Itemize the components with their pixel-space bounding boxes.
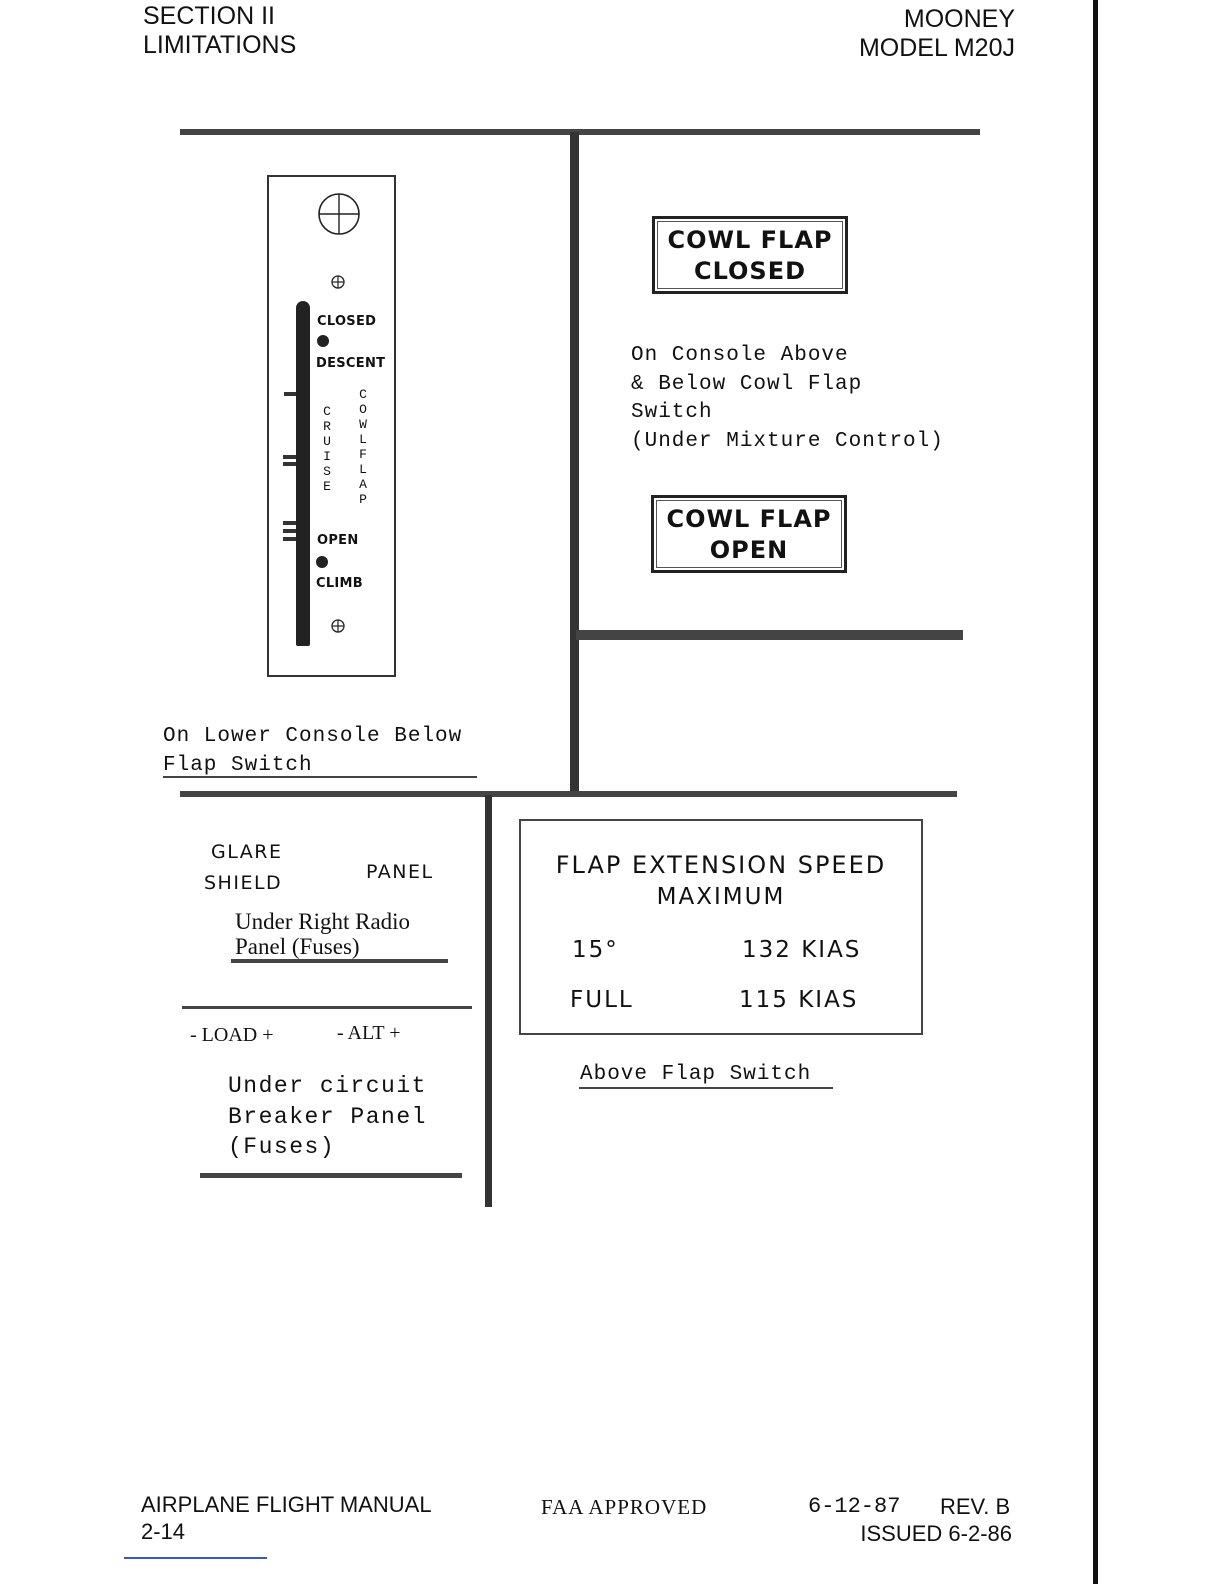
- revision-date: 6-12-87: [808, 1494, 901, 1519]
- cowl-flap-lever-slot[interactable]: [296, 301, 310, 646]
- center-divider-upper: [570, 132, 579, 794]
- open-label: OPEN: [317, 533, 359, 548]
- circuit-breaker-caption: Under circuit Breaker Panel (Fuses): [228, 1073, 427, 1160]
- cowl-flap-vertical-label: COWL FLAP: [359, 387, 367, 507]
- issue-date: ISSUED 6-2-86: [860, 1521, 1012, 1546]
- flap-placard-caption: Above Flap Switch: [580, 1063, 812, 1086]
- caption-line: Under Right Radio: [235, 909, 411, 934]
- detent-mark: [283, 455, 296, 459]
- open-indicator-dot: [316, 556, 328, 568]
- aircraft-heading: [859, 5, 1015, 63]
- cowl-flap-open-placard: [651, 495, 847, 573]
- placard-location-note: On Console Above & Below Cowl Flap Switch (Under Mixture Control): [631, 344, 944, 453]
- flap-speed-title: FLAP EXTENSION SPEED: [555, 851, 887, 879]
- glare-shield-caption: [235, 909, 410, 959]
- screw-icon: [330, 274, 346, 290]
- shield-label: SHIELD: [204, 872, 283, 894]
- detent-mark: [284, 392, 296, 396]
- crosshair-screw-icon: [316, 191, 362, 237]
- page-number: 2-14: [141, 1519, 186, 1544]
- section-title: LIMITATIONS: [143, 31, 297, 59]
- section-number: SECTION II: [143, 2, 275, 30]
- switch-panel-caption: On Lower Console Below Flap Switch: [163, 725, 463, 777]
- revision-label: REV. B: [940, 1494, 1011, 1519]
- screw-icon: [330, 618, 346, 634]
- descent-label: DESCENT: [316, 356, 386, 371]
- closed-indicator-dot: [317, 335, 329, 347]
- placard-line: OPEN: [709, 536, 789, 564]
- flap-setting-15: 15°: [572, 937, 619, 963]
- manual-title: AIRPLANE FLIGHT MANUAL: [141, 1492, 432, 1517]
- placard-line: COWL FLAP: [667, 226, 833, 254]
- flap-extension-speed-placard: [519, 819, 923, 1035]
- detent-mark: [283, 521, 296, 525]
- glare-label: GLARE: [211, 841, 283, 863]
- detent-mark: [283, 462, 296, 466]
- placard-line: COWL FLAP: [666, 505, 832, 533]
- panel-label: PANEL: [366, 861, 434, 883]
- detent-mark: [283, 529, 296, 533]
- page-edge-line: [1093, 0, 1098, 1584]
- cowl-flap-closed-placard: [652, 216, 848, 294]
- section-divider: [182, 1006, 472, 1009]
- manufacturer-name: MOONEY: [903, 5, 1015, 33]
- flap-speed-subtitle: MAXIMUM: [656, 884, 786, 910]
- caption-underline: [231, 959, 448, 963]
- footer-rule: [124, 1557, 267, 1559]
- middle-divider: [180, 791, 957, 797]
- flap-speed-15: 132 KIAS: [742, 937, 862, 963]
- alt-fuse-label: - ALT +: [337, 1022, 401, 1044]
- right-mid-divider: [576, 630, 963, 640]
- center-divider-lower: [485, 795, 492, 1207]
- caption-underline: [200, 1173, 462, 1178]
- climb-label: CLIMB: [316, 576, 364, 591]
- model-name: MODEL M20J: [858, 34, 1015, 62]
- caption-underline: [163, 776, 477, 778]
- closed-label: CLOSED: [317, 314, 377, 329]
- top-divider: [180, 129, 980, 135]
- flap-speed-full: 115 KIAS: [739, 987, 859, 1013]
- faa-approved: FAA APPROVED: [541, 1495, 708, 1519]
- load-fuse-label: - LOAD +: [190, 1024, 274, 1046]
- section-heading: [143, 2, 296, 60]
- detent-mark: [283, 537, 296, 541]
- caption-line: Panel (Fuses): [235, 934, 360, 959]
- flap-setting-full: FULL: [570, 987, 634, 1013]
- placard-line: CLOSED: [693, 257, 807, 285]
- cruise-vertical-label: CRUISE: [323, 404, 331, 494]
- caption-underline: [579, 1087, 833, 1089]
